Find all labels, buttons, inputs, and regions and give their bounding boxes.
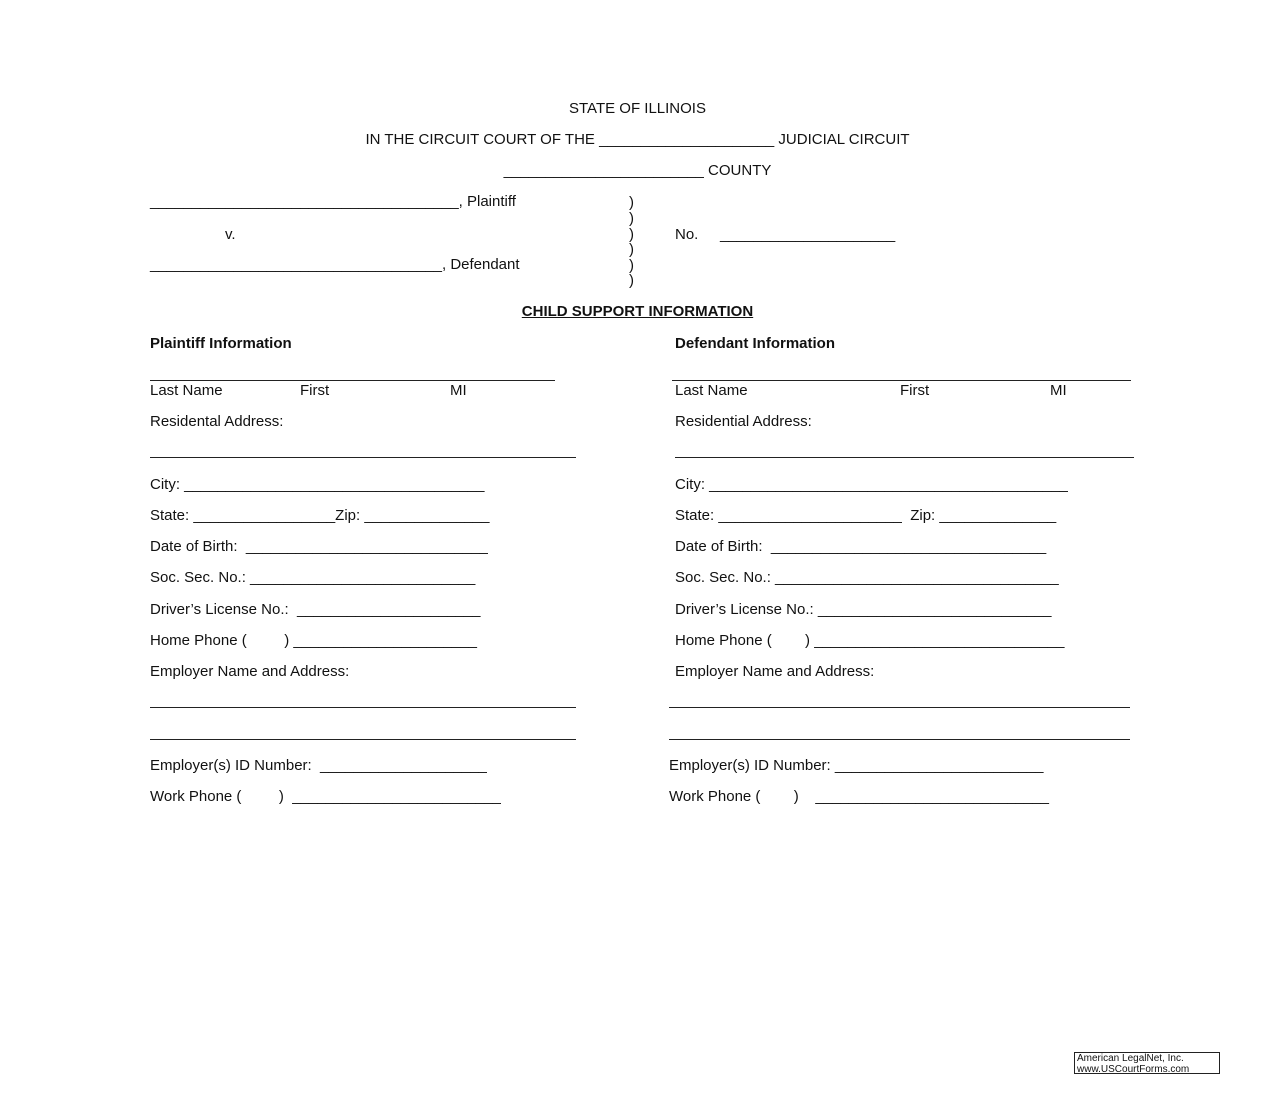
case-number-field[interactable]: _____________________ xyxy=(720,226,896,243)
publisher-name: American LegalNet, Inc. xyxy=(1077,1053,1184,1064)
plaintiff-last-name-label: Last Name xyxy=(150,382,223,399)
plaintiff-address-field[interactable] xyxy=(150,457,576,458)
defendant-first-label: First xyxy=(900,382,930,399)
caption-paren: ) xyxy=(629,241,634,258)
defendant-work-phone-field[interactable]: Work Phone ( ) ____________________________ xyxy=(669,788,1050,805)
publisher-url[interactable]: www.USCourtForms.com xyxy=(1077,1064,1190,1075)
form-title: CHILD SUPPORT INFORMATION xyxy=(521,303,754,320)
plaintiff-city-field[interactable]: City: ____________________________________ xyxy=(150,476,485,493)
plaintiff-work-phone-field[interactable]: Work Phone ( ) _________________________ xyxy=(150,788,501,805)
plaintiff-state-zip-field[interactable]: State: _________________Zip: _______________ xyxy=(150,507,490,524)
caption-paren: ) xyxy=(629,194,634,211)
plaintiff-name-field[interactable] xyxy=(150,380,555,381)
defendant-address-field[interactable] xyxy=(675,457,1134,458)
defendant-name-field[interactable] xyxy=(672,380,1131,381)
plaintiff-employer-field-2[interactable] xyxy=(150,739,576,740)
court-line: IN THE CIRCUIT COURT OF THE _____________________ JUDICIAL CIRCUIT xyxy=(365,131,910,148)
defendant-employer-id-field[interactable]: Employer(s) ID Number: _________________________ xyxy=(669,757,1044,774)
plaintiff-address-label: Residental Address: xyxy=(150,413,284,430)
defendant-license-field[interactable]: Driver’s License No.: ____________________________ xyxy=(675,601,1052,618)
county-line: ________________________ COUNTY xyxy=(503,162,772,179)
plaintiff-mi-label: MI xyxy=(450,382,467,399)
defendant-city-field[interactable]: City: ___________________________________________ xyxy=(675,476,1068,493)
defendant-dob-field[interactable]: Date of Birth: _________________________________ xyxy=(675,538,1047,555)
defendant-ssn-field[interactable]: Soc. Sec. No.: __________________________________ xyxy=(675,569,1059,586)
case-number-label: No. xyxy=(675,226,699,243)
plaintiff-home-phone-field[interactable]: Home Phone ( ) ______________________ xyxy=(150,632,477,649)
plaintiff-first-label: First xyxy=(300,382,330,399)
caption-paren: ) xyxy=(629,210,634,227)
plaintiff-license-field[interactable]: Driver’s License No.: ______________________ xyxy=(150,601,481,618)
defendant-address-label: Residential Address: xyxy=(675,413,812,430)
plaintiff-heading: Plaintiff Information xyxy=(150,335,292,352)
defendant-mi-label: MI xyxy=(1050,382,1067,399)
publisher-badge xyxy=(1074,1052,1220,1074)
defendant-state-zip-field[interactable]: State: ______________________ Zip: ______________ xyxy=(675,507,1057,524)
defendant-employer-label: Employer Name and Address: xyxy=(675,663,875,680)
plaintiff-employer-label: Employer Name and Address: xyxy=(150,663,350,680)
caption-paren: ) xyxy=(629,272,634,289)
plaintiff-dob-field[interactable]: Date of Birth: _____________________________ xyxy=(150,538,488,555)
caption-paren: ) xyxy=(629,226,634,243)
plaintiff-caption-line[interactable]: _____________________________________, Plaintiff xyxy=(150,193,516,210)
plaintiff-employer-id-field[interactable]: Employer(s) ID Number: ____________________ xyxy=(150,757,487,774)
defendant-caption-line[interactable]: ___________________________________, Defendant xyxy=(150,256,520,273)
versus-label: v. xyxy=(225,226,236,243)
caption-paren: ) xyxy=(629,257,634,274)
defendant-employer-field-2[interactable] xyxy=(669,739,1130,740)
defendant-employer-field-1[interactable] xyxy=(669,707,1130,708)
state-title: STATE OF ILLINOIS xyxy=(569,100,706,117)
defendant-home-phone-field[interactable]: Home Phone ( ) ______________________________ xyxy=(675,632,1065,649)
defendant-heading: Defendant Information xyxy=(675,335,835,352)
plaintiff-ssn-field[interactable]: Soc. Sec. No.: ___________________________ xyxy=(150,569,476,586)
plaintiff-employer-field-1[interactable] xyxy=(150,707,576,708)
defendant-last-name-label: Last Name xyxy=(675,382,748,399)
